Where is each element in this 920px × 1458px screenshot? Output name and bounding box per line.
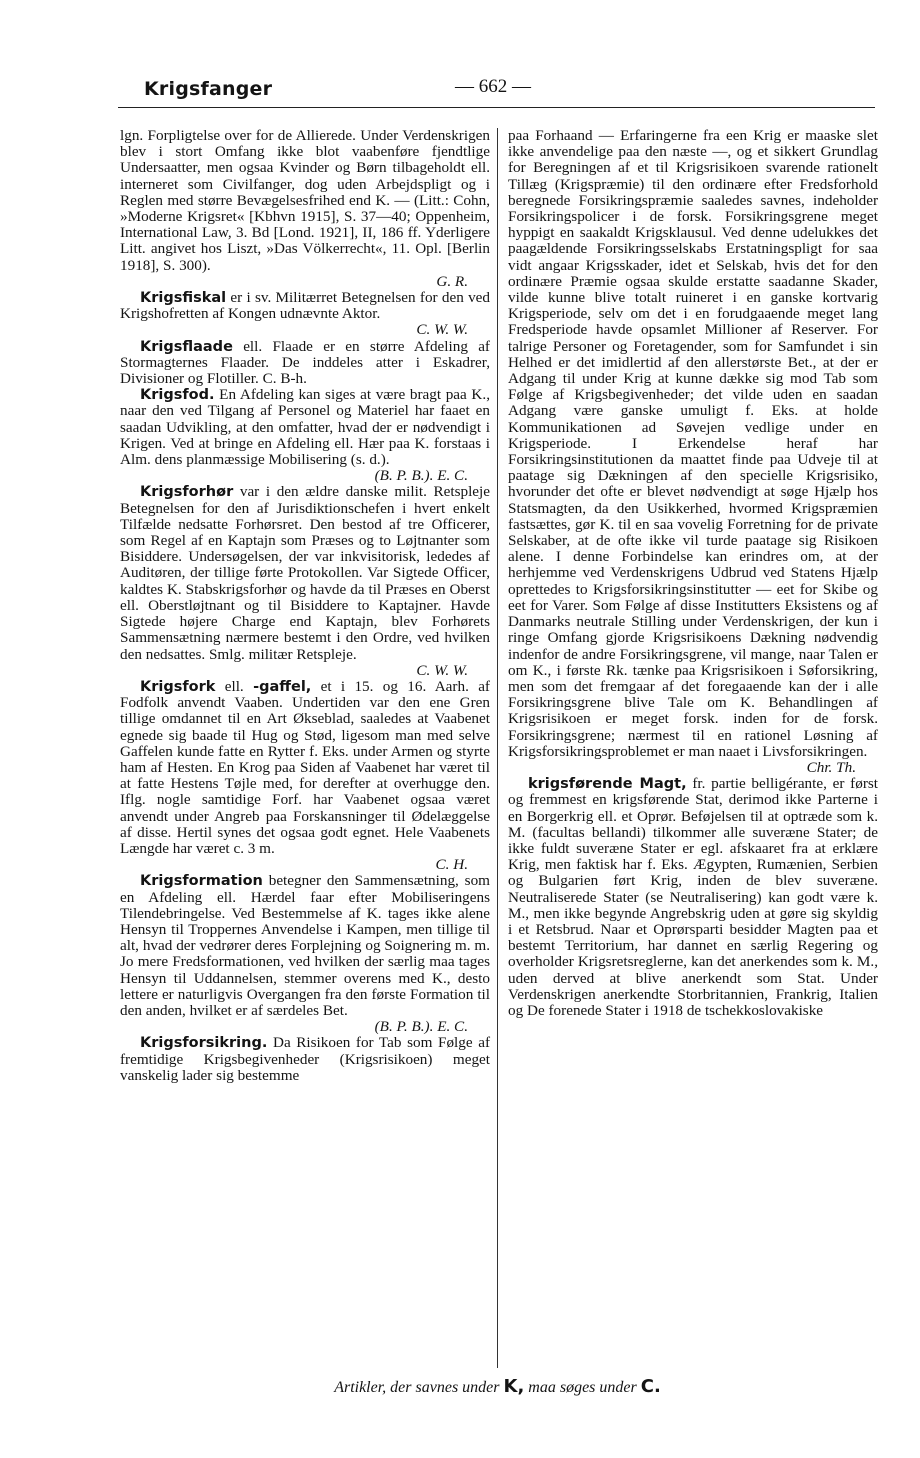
entry-headword: Krigsformation xyxy=(140,873,263,890)
entry-headword: Krigsforhør xyxy=(140,484,234,501)
entry-headword: Krigsflaade xyxy=(140,338,233,355)
entry-text: et i 15. og 16. Aarh. af Fodfolk anvendt Vaaben. Undertiden var den ene Gren tillige omdannet til en Art Økseblad, saaledes at Vaabenet egnede sig baade til Hug og Stød, ligesom man med selve Gaffelen kunde fatte en Rytter f. Eks. under Armen og styrte ham af Hesten. En Krog paa Siden af Vaabenet har været til at fatte Hestens Tøjle med, for derefter at overhugge den. Iflg. nogle samtidige Forf. har Vaabenet ogsaa været anvendt under Angreb paa Forskansninger til Ødelæggelse af disse. Hertil synes det ogsaa godt egnet. Hele Vaabenets Længde har været c. 3 m. xyxy=(120,677,490,857)
entry-text: paa Forhaand — Erfaringerne fra een Krig er maaske slet ikke anvendelige paa den næste —, og et sikkert Grundlag for Beregningen af et til Krigsrisikoen svarende rationelt Tillæg (Krigspræmie) til den ordinære efter Fredsforhold beregnede Forsikringspræmie saaledes savnes, indeholder Forsikringspolicer i de forsk. Forsikringsgrene meget hyppigt en saakaldt Krigsklausul. Ved denne udelukkes det paagældende Forsikringsselskabs Erstatningspligt for saa vidt angaar Krigsskader, idet et Selskab, hvis det for den ordinære Præmie ogsaa skulde erstatte saadanne Skader, vilde kunne blive totalt ruineret i en ganske kortvarig Krigsperiode, selv om det i en forudgaaende meget lang Fredsperiode havde opsamlet Millioner af Reserver. For talrige Personer og Foretagender, som for Samfundet i sin Helhed er det imidlertid af den allerstørste Bet., at der er Adgang til under Krig at kunne dække sig mod Tab som Følge af Krigsbegivenheder; det vilde uden en saadan Adgang være ganske umuligt f. Eks. at holde Kommunikationen ad Søvejen vedlige under en Krigsperiode. I Erkendelse heraf har Forsikringsinstitutionen da maattet finde paa Udveje til at paatage sig Dækningen af den specielle Krigsrisiko, hvorunder det ofte er blevet nødvendigt at søge Hjælp hos Statsmagten, da den Usikkerhed, hvormed Krigspræmien fastsættes, gør K. til en saa vovelig Forretning for de private Selskaber, at de ofte ikke vil turde paatage sig Risikoen alene. I denne Forbindelse kan erindres om, at der herhjemme ved Verdenskrigens Udbrud ved Statens Hjælp oprettedes to Krigsforsikringsinstitutter — eet for Skibe og eet for Varer. Som Følge af disse Institutters Eksistens og af Danmarks neutrale Stilling under Verdenskrigen, der kun i ringe Omfang gjorde Krigsrisikoens Dækning nødvendig indenfor de andre Forsikringsgrene, vil mange, naar Talen er om K., i første Rk. tænke paa Krigsrisikoen i Søforsikring, men som det fremgaar af det foregaaende kan der i alle Forsikringsgrene blive Tale om K. Behandlingen af Krigsrisikoen er meget forsk. inden for de forsk. Forsikringsgrene; nærmest til en rationel Løsning af Krigsforsikringsproblemet er man naaet i Livsforsikringen. xyxy=(508,127,878,760)
entry-text: fr. partie belligérante, er først og fremmest en krigsførende Stat, derimod ikke Parterne i en Borgerkrig ell. et Oprør. Beføjelsen til at optræde som k. M. (facultas bellandi) tilkommer alle suveræne Stater; de ikke fuldt suveræne Stater er egl. afskaaret fra at erklære Krig, men faktisk har f. Eks. Ægypten, Rumænien, Serbien og Bulgarien ført Krig, inden de blev suveræne. Neutraliserede Stater (se Neutralisering) kan godt være k. M., men ikke begynde Angrebskrig uden at gøre sig skyldig i et Retsbrud. Naar et Oprørsparti besidder Magten paa et bestemt Territorium, har dannet en særlig Regering og overholder Krigsretsreglerne, kan det anerkendes som k. M., uden derved at blive anerkendt som Stat. Under Verdenskrigen anerkendte Storbritannien, Frankrig, Italien og De forenede Stater i 1918 de tschekkoslovakiske xyxy=(508,775,879,1019)
entry-text: lgn. Forpligtelse over for de Allierede. Under Verdenskrigen blev i stort Omfang ikke blot vaabenføre fjendtlige Undersaatter, men ogsaa Kvinder og Børn tilbageholdt ell. interneret som Civilfanger, dog uden Arbejdspligt og i Reglen med større Bevægelsesfrihed end K. — (Litt.: Cohn, »Moderne Krigsret« [Kbhvn 1915], S. 37—40; Oppenheim, International Law, 3. Bd [Lond. 1921], II, 186 ff. Yderligere Litt. angivet hos Liszt, »Das Völkerrecht«, 11. Opl. [Berlin 1918], S. 300). xyxy=(120,127,490,274)
entry-krigsflaade xyxy=(120,339,490,388)
footer-text: Artikler, der savnes under xyxy=(334,1379,504,1396)
entry-signature: (B. P. B.). E. C. xyxy=(374,467,468,485)
page-footer-note xyxy=(120,1376,875,1397)
entry-headword-alt: -gaffel, xyxy=(253,678,312,695)
entry-headword: krigsførende Magt, xyxy=(528,776,687,793)
right-column xyxy=(508,128,878,1019)
footer-letter-c: C. xyxy=(640,1376,661,1397)
footer-letter-k: K, xyxy=(503,1376,525,1397)
entry-krigsforhor xyxy=(120,484,490,678)
entry-headword: Krigsfork xyxy=(140,678,216,695)
left-column xyxy=(120,128,490,1084)
page-header xyxy=(120,72,875,108)
entry-signature: C. W. W. xyxy=(416,321,468,339)
entry-continuation xyxy=(508,128,878,776)
entry-text: var i den ældre danske milit. Retspleje Betegnelsen for den af Jurisdiktionschefen i hvert enkelt Tilfælde nedsatte Forhørsret. Den bestod af tre Officerer, som Regel af en Kaptajn som Præses og to Løjtnanter som Bisiddere. Undersøgelsen, der var inkvisitorisk, lededes af Auditøren, der tillige førte Protokollen. Var Sigtede Officer, kaldtes K. Stabskrigsforhør og havde da til Præses en Oberst ell. Oberstløjtnant og til Bisiddere to Kaptajner. Havde Sigtede højere Charge end Kaptajn, blev Forhørets Sammensætning nærmere bestemt i den Ordre, ved hvilken den nedsattes. Smlg. militær Retspleje. xyxy=(120,483,490,663)
entry-krigsforsikring xyxy=(120,1035,490,1084)
entry-signature: Chr. Th. xyxy=(806,758,856,776)
entry-signature: C. W. W. xyxy=(416,661,468,679)
entry-text: er i sv. Militærret Betegnelsen for den ved Krigshofretten af Kongen udnævnte Aktor. xyxy=(120,289,490,323)
entry-continuation xyxy=(120,128,490,290)
entry-text: ell. Flaade er en større Afdeling af Stormagternes Flaader. De inddeles atter i Eskadrer, Divisioner og Flotiller. C. B-h. xyxy=(120,337,490,388)
entry-headword: Krigsfiskal xyxy=(140,290,227,307)
entry-text: ell. xyxy=(215,677,254,695)
entry-krigsfiskal xyxy=(120,290,490,339)
footer-text: maa søges under xyxy=(524,1379,641,1396)
entry-signature: (B. P. B.). E. C. xyxy=(374,1018,468,1036)
column-divider xyxy=(497,128,498,1368)
header-rule xyxy=(118,107,875,108)
entry-krigsfork xyxy=(120,679,490,873)
entry-krigsformation xyxy=(120,873,490,1035)
entry-headword: Krigsfod. xyxy=(140,387,215,404)
entry-krigsfod xyxy=(120,387,490,484)
entry-signature: G. R. xyxy=(436,272,468,290)
entry-text: Da Risikoen for Tab som Følge af fremtidige Krigsbegivenheder (Krigsrisikoen) meget vanskelig lader sig bestemme xyxy=(120,1034,490,1084)
running-head: Krigsfanger xyxy=(144,78,273,100)
entry-text: En Afdeling kan siges at være bragt paa K., naar den ved Tilgang af Personel og Materiel har faaet en saadan Udvikling, at den omfatter, hvad der er nødvendigt i Krigen. Ved at bringe en Afdeling ell. Hær paa K. forstaas i Alm. dens planmæssige Mobilisering (s. d.). xyxy=(120,386,490,469)
entry-text: betegner den Sammensætning, som en Afdeling ell. Hærdel faar efter Mobiliseringens Tilendebringelse. Ved Bestemmelse af K. tages ikke alene Hensyn til Troppernes Anvendelse i Kampen, men tillige til alt, hvad der vedrører deres Forplejning og Soignering m. m. Jo mere Fredsformationen, ved hvilken der særlig maa tages Hensyn til Uddannelsen, stemmer overens med K., desto lettere er naturligvis Overgangen fra den første Formation til den anden, hvilket er af særdeles Bet. xyxy=(120,872,490,1019)
entry-signature: C. H. xyxy=(435,856,468,874)
page-number: — 662 — xyxy=(455,76,531,97)
entry-krigsforende-magt xyxy=(508,776,878,1019)
entry-headword: Krigsforsikring. xyxy=(140,1035,268,1052)
